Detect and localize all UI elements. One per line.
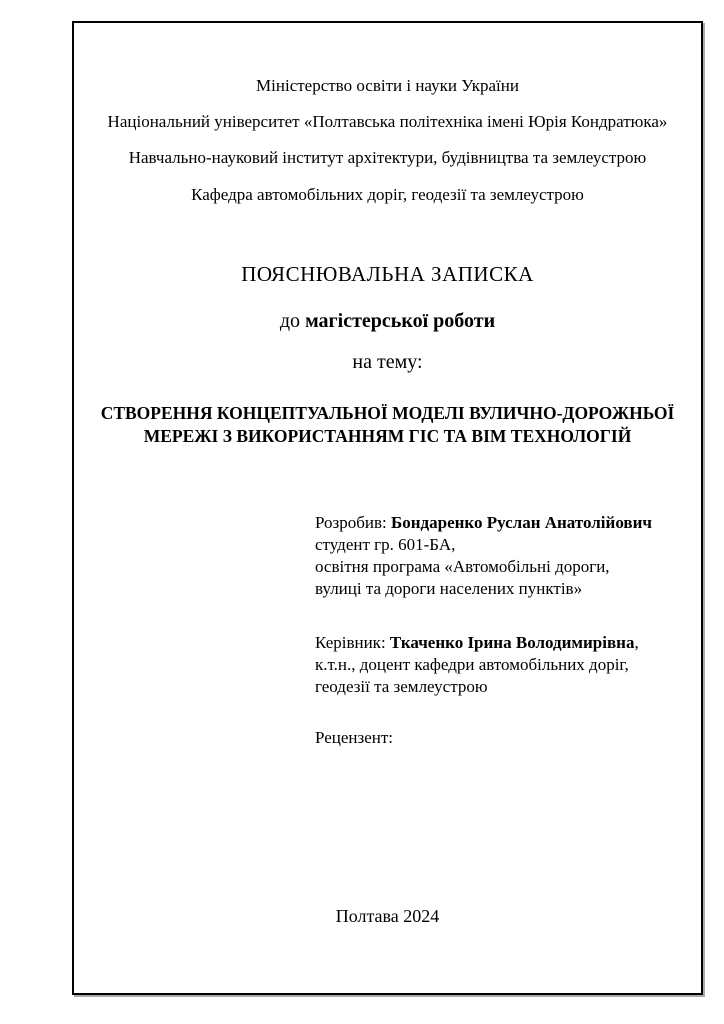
document-subtitle [72,310,703,332]
developer-detail-program-1: освітня програма «Автомобільні дороги, [315,557,610,576]
document-type-title: ПОЯСНЮВАЛЬНА ЗАПИСКА [241,262,534,286]
thesis-title-line-2: МЕРЕЖІ З ВИКОРИСТАННЯМ ГІС ТА ВІМ ТЕХНОЛОГІЙ [143,426,632,446]
thesis-title [72,402,703,448]
thesis-title-line-1: СТВОРЕННЯ КОНЦЕПТУАЛЬНОЇ МОДЕЛІ ВУЛИЧНО-ДОРОЖНЬОЇ [100,403,675,423]
supervisor-name: Ткаченко Ірина Володимирівна [389,633,635,652]
department-line: Кафедра автомобільних доріг, геодезії та землеустрою [191,185,584,204]
university-line: Національний університет «Полтавська політехніка імені Юрія Кондратюка» [107,112,668,131]
topic-label: на тему: [352,351,423,373]
supervisor-block [315,632,695,698]
supervisor-detail-degree: к.т.н., доцент кафедри автомобільних доріг, [315,655,629,674]
subtitle-prefix: до [279,310,306,332]
supervisor-detail-department: геодезії та землеустрою [315,677,488,696]
developer-name: Бондаренко Руслан Анатолійович [391,513,652,532]
developer-label: Розробив: [315,513,391,532]
subtitle-bold-text: магістерської роботи [305,310,496,332]
page-border-frame [72,21,703,995]
ministry-line: Міністерство освіти і науки України [256,76,519,95]
reviewer-label: Рецензент: [315,728,394,747]
supervisor-line [315,632,695,654]
developer-block [315,512,695,600]
reviewer-block [315,727,695,749]
supervisor-name-suffix: , [634,633,639,652]
institute-line: Навчально-науковий інститут архітектури, будівництва та землеустрою [128,148,647,167]
developer-detail-group: студент гр. 601-БА, [315,535,456,554]
developer-detail-program-2: вулиці та дороги населених пунктів» [315,579,583,598]
supervisor-label: Керівник: [315,633,390,652]
city-year-footer: Полтава 2024 [335,906,440,926]
developer-line [315,512,695,534]
